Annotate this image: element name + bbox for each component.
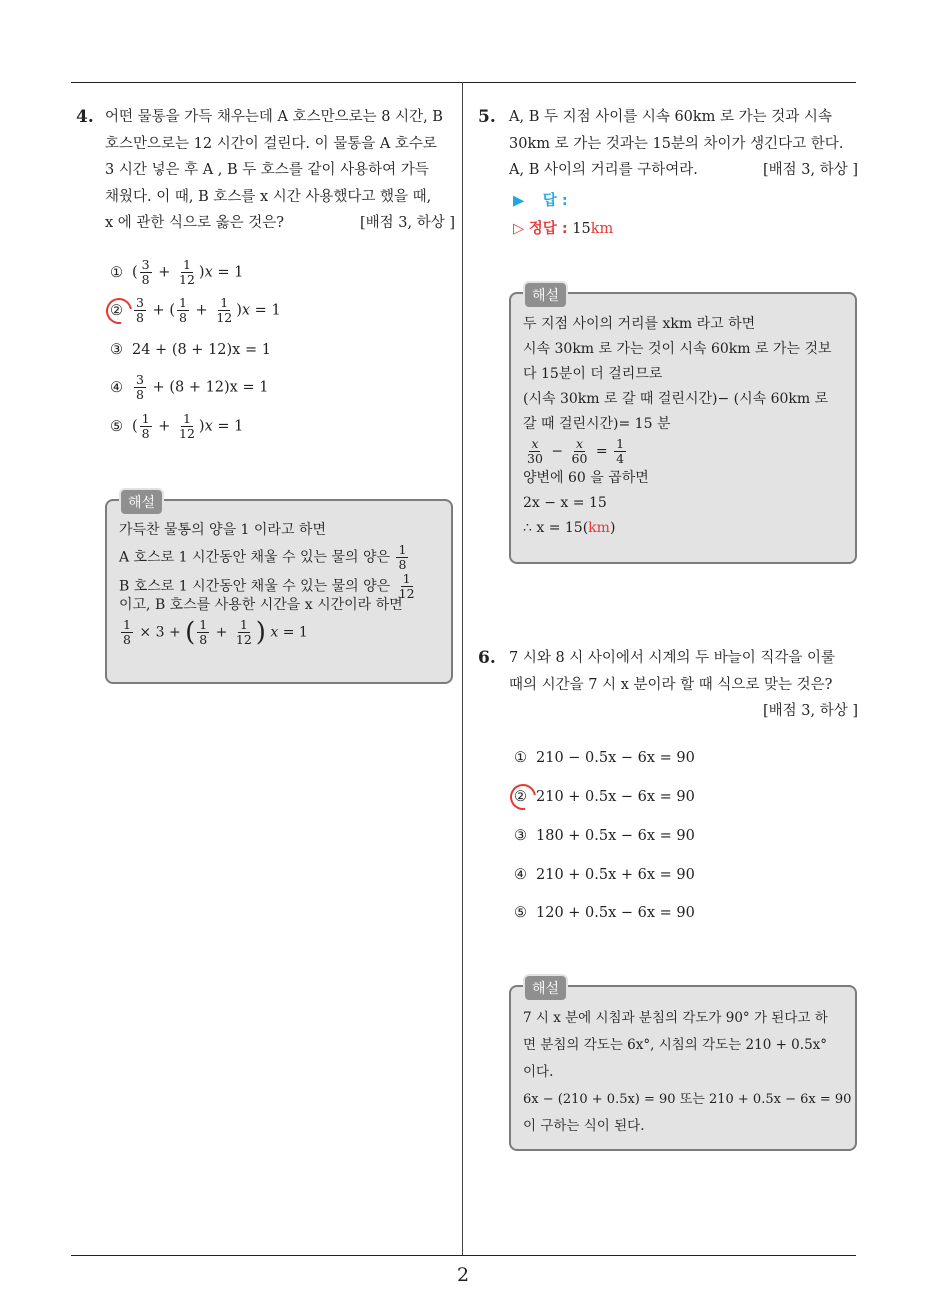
question-6-number: 6. (478, 648, 496, 668)
choice-4[interactable] (110, 373, 268, 402)
question-5-meta: [배점 3, 하상 ] (762, 162, 858, 178)
choice-formula: 180 + 0.5x − 6x = 90 (536, 828, 695, 844)
explanation-line: 양변에 60 을 곱하면 (523, 470, 649, 486)
correct-answer-unit: km (590, 221, 614, 237)
header-rule (71, 82, 856, 83)
choice-mark: ① (110, 264, 123, 281)
explanation-line: 다 15분이 더 걸리므로 (523, 366, 663, 382)
explanation-line: 면 분침의 각도는 6x°, 시침의 각도는 210 + 0.5x° (523, 1037, 828, 1053)
explanation-line: ∴ x = 15(km) (523, 520, 616, 536)
explanation-line: B 호스로 1 시간동안 채울 수 있는 물의 양은 $\frac{1}{12}$ (119, 571, 415, 601)
correct-answer-label: 정답 : (528, 221, 568, 237)
choice-formula: 210 + 0.5x + 6x = 90 (536, 867, 695, 883)
choice-mark: ② (110, 303, 132, 319)
question-4-line: 호스만으로는 12 시간이 걸린다. 이 물통을 A 호수로 (105, 135, 437, 152)
choice-2[interactable] (514, 789, 695, 805)
answer-prompt-label: 답 : (542, 193, 568, 209)
choice-formula: $\frac{3}{8}$ + (8 + 12)x = 1 (136, 372, 269, 402)
explanation-label: 해설 (523, 281, 568, 309)
explanation-line: 두 지점 사이의 거리를 xkm 라고 하면 (523, 316, 756, 332)
explanation-line: A 호스로 1 시간동안 채울 수 있는 물의 양은 $\frac{1}{8}$ (119, 542, 407, 572)
choice-mark: ⑤ (514, 905, 527, 921)
choice-mark: ④ (110, 379, 123, 396)
explanation-line: 2x − x = 15 (523, 495, 607, 511)
footer-rule (71, 1255, 856, 1256)
choice-mark: ⑤ (110, 418, 123, 435)
question-5-number: 5. (478, 107, 496, 127)
choice-mark: ② (514, 789, 536, 805)
question-6-meta: [배점 3, 하상 ] (762, 703, 858, 719)
choice-3[interactable] (514, 828, 695, 844)
question-4-number: 4. (76, 107, 94, 127)
question-6-line: 7 시와 8 시 사이에서 시계의 두 바늘이 직각을 이룰 (509, 650, 836, 666)
question-4-line: 3 시간 넣은 후 A , B 두 호스를 같이 사용하여 가득 (105, 162, 429, 178)
question-5-line: A, B 사이의 거리를 구하여라. (509, 162, 698, 178)
question-4-meta: [배점 3, 하상 ] (359, 215, 455, 231)
choice-5[interactable] (514, 905, 695, 921)
question-4-line: 채웠다. 이 때, B 호스를 x 시간 사용했다고 했을 때, (105, 188, 432, 205)
question-5-line-last (509, 157, 858, 184)
choice-formula: 210 + 0.5x − 6x = 90 (536, 789, 695, 805)
explanation-line: 이다. (523, 1064, 554, 1080)
explanation-formula: $\frac{1}{8}$ × 3 + ( $\frac{1}{8}$ + $\frac{1}{12}$ ) x = 1 (123, 617, 308, 648)
choice-mark: ④ (514, 867, 527, 883)
question-5-line: A, B 두 지점 사이를 시속 60km 로 가는 것과 시속 (509, 109, 832, 125)
question-4-line-last (105, 210, 455, 237)
question-6-explanation (509, 981, 857, 1151)
choice-mark: ③ (514, 828, 527, 844)
explanation-line: 6x − (210 + 0.5x) = 90 또는 210 + 0.5x − 6x = 90 (523, 1092, 852, 1107)
choice-mark: ③ (110, 342, 123, 358)
column-divider (462, 82, 463, 1256)
choice-4[interactable] (514, 867, 695, 883)
explanation-line: 시속 30km 로 가는 것이 시속 60km 로 가는 것보 (523, 341, 832, 357)
answer-prompt (513, 189, 568, 210)
correct-answer (513, 217, 613, 238)
explanation-line: 가득찬 물통의 양을 1 이라고 하면 (119, 522, 326, 538)
choice-2[interactable] (110, 296, 281, 325)
outline-triangle-icon: ▷ (513, 221, 525, 237)
question-4-line: 어떤 물통을 가득 채우는데 A 호스만으로는 8 시간, B (105, 109, 443, 125)
question-6-text (509, 645, 858, 725)
choice-1[interactable] (110, 258, 243, 287)
choice-3[interactable] (110, 342, 271, 358)
choice-5[interactable] (110, 412, 243, 441)
explanation-line: 7 시 x 분에 시침과 분침의 각도가 90° 가 된다고 하 (523, 1010, 828, 1026)
question-4-line: x 에 관한 식으로 옳은 것은? (105, 215, 285, 231)
question-4-text (105, 104, 455, 237)
explanation-line: 이 구하는 식이 된다. (523, 1118, 645, 1134)
explanation-label: 해설 (523, 974, 568, 1002)
question-5-line: 30km 로 가는 것과는 15분의 차이가 생긴다고 한다. (509, 135, 844, 152)
choice-formula: ( $\frac{1}{8}$ + $\frac{1}{12}$ )x = 1 (132, 411, 244, 441)
explanation-line: 이고, B 호스를 사용한 시간을 x 시간이라 하면 (119, 597, 403, 613)
choice-formula: ( $\frac{3}{8}$ + $\frac{1}{12}$ )x = 1 (132, 257, 244, 287)
choice-formula: 24 + (8 + 12)x = 1 (132, 342, 271, 358)
choice-formula: 210 − 0.5x − 6x = 90 (536, 750, 695, 766)
question-6-line: 때의 시간을 7 시 x 분이라 할 때 식으로 맞는 것은? (509, 676, 833, 693)
question-5-text (509, 104, 858, 184)
explanation-formula: $\frac{x}{30}$ − $\frac{x}{60}$ = $\frac{1}{4}$ (527, 436, 625, 466)
explanation-label: 해설 (119, 488, 164, 516)
correct-answer-value: 15 (572, 221, 591, 237)
choice-formula: 120 + 0.5x − 6x = 90 (536, 905, 695, 921)
choice-formula: $\frac{3}{8}$ + ( $\frac{1}{8}$ + $\frac{1}{12}$ )x = 1 (136, 295, 281, 325)
play-triangle-icon: ▶ (513, 193, 525, 209)
explanation-line: (시속 30km 로 갈 때 걸린시간)− (시속 60km 로 (523, 391, 829, 407)
explanation-line: 갈 때 걸린시간)= 15 분 (523, 416, 671, 432)
question-4-explanation (105, 495, 453, 684)
page-number: 2 (456, 1264, 470, 1286)
choice-mark: ① (514, 750, 527, 766)
question-5-explanation (509, 288, 857, 564)
choice-1[interactable] (514, 750, 695, 766)
selected-circle-icon (505, 779, 541, 815)
